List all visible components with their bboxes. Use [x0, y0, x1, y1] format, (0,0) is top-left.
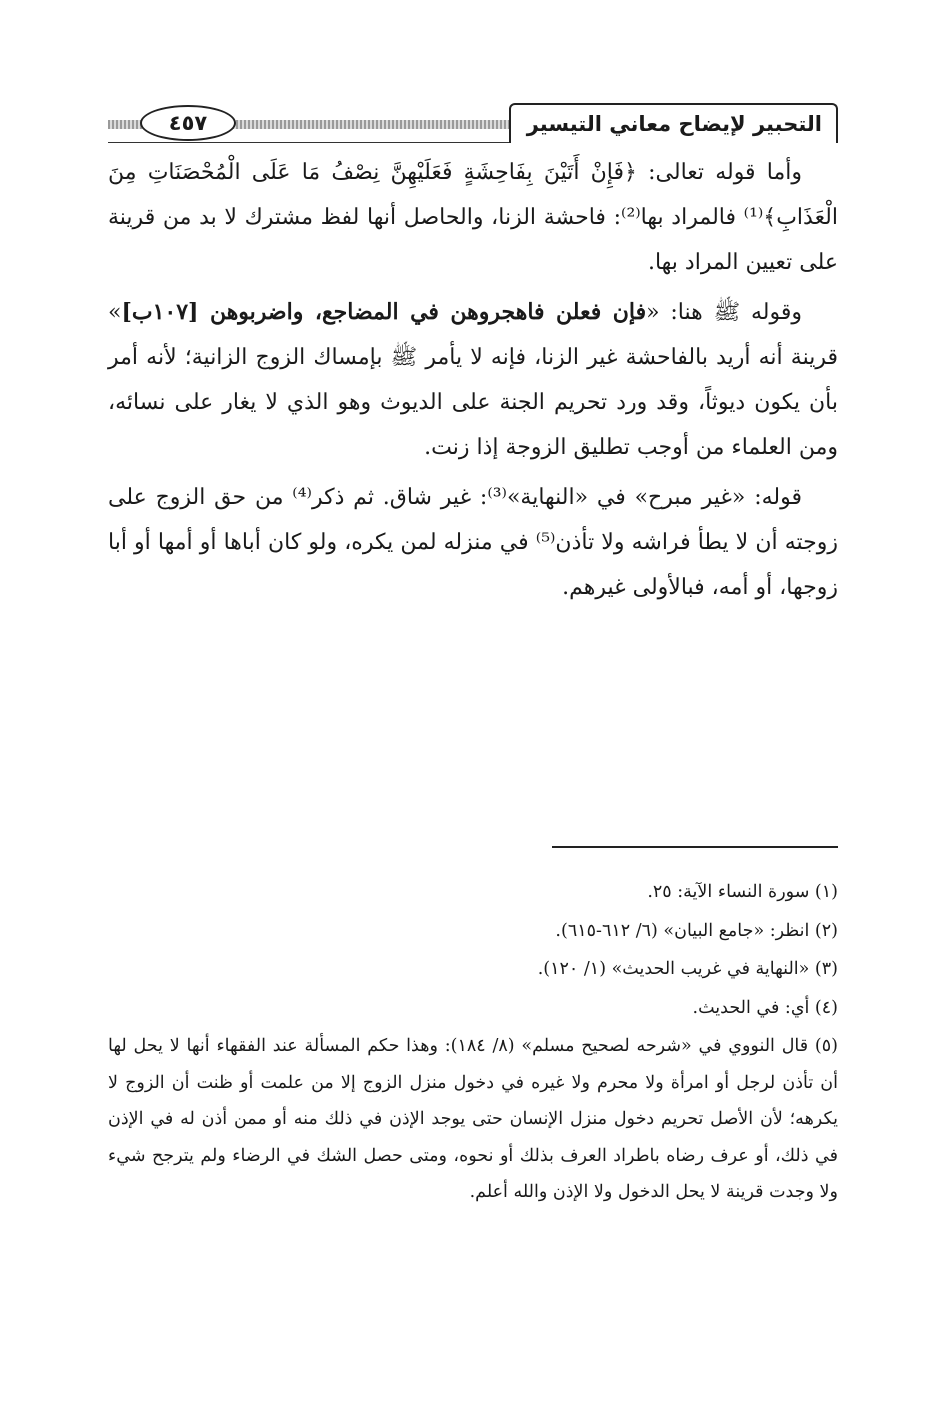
footnotes	[108, 874, 838, 1213]
footnote-4: (٤) أي: في الحديث.	[692, 997, 838, 1018]
footnote-1: (١) سورة النساء الآية: ٢٥.	[647, 882, 838, 902]
hadith-quote: فإن فعلن فاهجروهن في المضاجع، واضربوهن [١٠٧ب]	[121, 299, 647, 325]
book-title: التحبير لإيضاح معاني التيسير	[509, 103, 838, 143]
paragraph-hadith-comment	[108, 290, 838, 470]
footnote-2: (٢) انظر: «جامع البيان» (٦/ ٦١٢-٦١٥).	[555, 920, 838, 941]
paragraph-lead-text: وقوله ﷺ هنا: «	[646, 300, 802, 325]
paragraph-ghayr-mubarrih: قوله: «غير مبرح» في «النهاية»⁽³⁾: غير شاق. ثم ذكر⁽⁴⁾ من حق الزوج على زوجته أن لا يطأ فراشه ولا تأذن⁽⁵⁾ في منزله لمن يكره، ولو كان أباها أو أمها أو أبا زوجها، أو أمه، فبالأولى غيرهم.	[108, 485, 839, 600]
footnote-separator	[552, 846, 838, 848]
running-header	[108, 103, 838, 145]
footnote-5: (٥) قال النووي في «شرحه لصحيح مسلم» (٨/ ١٨٤): وهذا حكم المسألة عند الفقهاء أنها لا يحل لها أن تأذن لرجل أو امرأة ولا محرم ولا غيره في دخول منزل الزوج إلا من علمت أو ظنت أن الزوج لا يكرهه؛ لأن الأصل تحريم دخول منزل الإنسان حتى يوجد الإذن في ذلك منه أو ممن أذن له في الإذن في ذلك، أو عرف رضاه باطراد العرف بذلك أو نحوه، ومتى حصل الشك في الرضاء ولم يترجح شيء ولا وجدت قرينة لا يحل الدخول ولا الإذن والله أعلم.	[108, 1036, 838, 1202]
page-number: ٤٥٧	[140, 105, 236, 141]
footnote-3: (٣) «النهاية في غريب الحديث» (١/ ١٢٠).	[537, 959, 838, 979]
main-text	[108, 150, 838, 615]
paragraph-quran-verse: وأما قوله تعالى: ﴿فَإِنْ أَتَيْنَ بِفَاحِشَةٍ فَعَلَيْهِنَّ نِصْفُ مَا عَلَى الْمُحْصَنَاتِ مِنَ الْعَذَابِ﴾⁽¹⁾ فالمراد بها⁽²⁾: فاحشة الزنا، والحاصل أنها لفظ مشترك لا بد من قرينة على تعيين المراد بها.	[108, 160, 838, 275]
paragraph-continuation: » قرينة أنه أريد بالفاحشة غير الزنا، فإنه لا يأمر ﷺ بإمساك الزوج الزانية؛ لأنه أمر بأن يكون ديوثاً، وقد ورد تحريم الجنة على الديوث وهو الذي لا يغار على نسائه، ومن العلماء من أوجب تطليق الزوجة إذا زنت.	[108, 300, 838, 460]
